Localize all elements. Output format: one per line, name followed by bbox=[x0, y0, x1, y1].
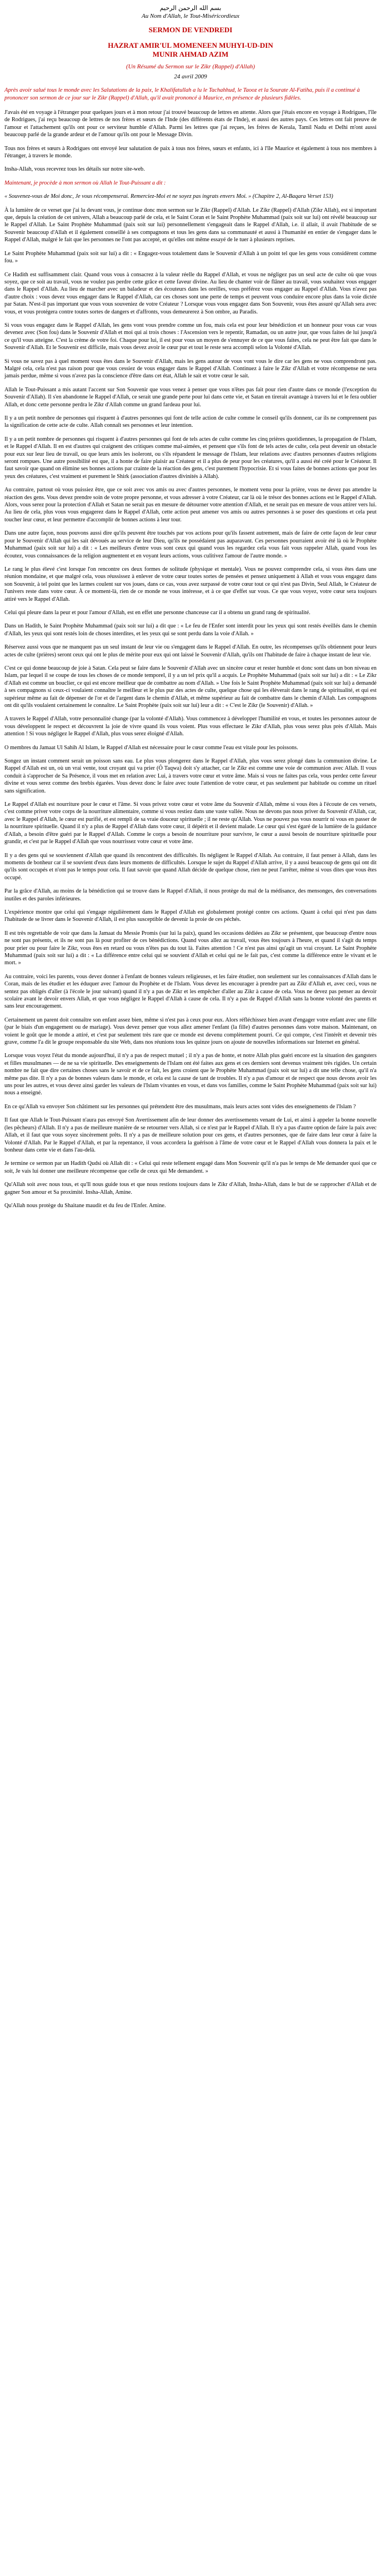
sermon-start-paragraph: Maintenant, je procède à mon sermon où Allah le Tout-Puissant a dit : bbox=[4, 180, 166, 186]
body-paragraph: Par la grâce d'Allah, au moins de la bénédiction qui se trouve dans le Rappel d'Allah, il nous protège du mal de la médisance, des mensonges, des conversations inutiles et des paroles inférieures. bbox=[4, 888, 377, 902]
body-paragraph: Le rang le plus élevé c'est lorsque l'on rencontre ces deux formes de solitude (physique et mentale). Vous ne pouvez comprendre cela, si vous êtes dans une réunion mondaine, et que malgré cela, vous réussissez à enlever de votre cœur toutes sortes de pensées et pensez uniquement à Allah et vous vous engagez dans son Souvenir, à tel point que les larmes coulent sur vos joues, dans ce cas, vous avez surpassé de votre cœur tout ce qui n'est pas Divin, Seul Allah, le Créateur de l'univers reste dans votre cœur. À ce moment-là, rien de ce monde ne vous intéresse, et à ce que d'effet sur vous. Ce que vous voyez, votre cœur sera toujours attiré vers le Rappel d'Allah. bbox=[4, 566, 377, 602]
body-paragraph: Le Rappel d'Allah est nourriture pour le cœur et l'âme. Si vous privez votre cœur et votre âme du Souvenir d'Allah, même si vous êtes à l'écoute de ces versets, c'est comme priver votre corps de la nourriture alimentaire, comme si vous restiez dans une vaste vallée. Nous ne devons pas nous priver du Souvenir d'Allah, car, avec le Rappel d'Allah, le cœur est purifié, et est rempli de sa vraie douceur spirituelle ; il ne reste qu'Allah. Vous ne pouvez pas vous nourrir ni vous en passer de la nourriture spirituelle. Quand il n'y a plus de Rappel d'Allah dans votre cœur, il dépérit et il devient malade. Le cœur qui s'est égaré de la lumière de la guidance d'Allah, a besoin d'être guéri par le Rappel d'Allah. Comme le corps a besoin de nourriture pour survivre, le cœur a aussi besoin de nourriture spirituelle pour grandir, et c'est par le Rappel d'Allah que vous nourrissez votre cœur et votre âme. bbox=[4, 801, 377, 845]
body-paragraph: Il est très regrettable de voir que dans la Jamaat du Messie Promis (sur lui la paix), quand les occasions dédiées au Zikr se présentent, que beaucoup d'entre nous ne sont pas présents, et ils ne sont pas là pour profiter de ces bénédictions. Quand vous allez au travail, vous êtes toujours à l'heure, et quand il s'agit du temps pour prier ou pour faire le Zikr, vous êtes en retard ou vous n'êtes pas du tout là. Faites attention ! Ce n'est pas ainsi qu'agit un vrai croyant. Le Saint Prophète Muhammad (paix soit sur lui) a dit : « La différence entre celui qui se souvient d'Allah et celui qui ne le fait pas, c'est comme la différence entre le vivant et le mort. » bbox=[4, 930, 377, 966]
body-paragraph: Si vous ne savez pas à quel moment vous êtes dans le Souvenir d'Allah, mais les gens autour de vous vont vous le dire car les gens ne vous comprendront pas. Malgré cela, cela n'est pas raison pour que vous cessiez de vous engager dans le Rappel d'Allah. Continuez à faire le Zikr d'Allah et votre récompense ne sera jamais perdue, même si vous n'avez pas la conscience d'être dans cet état, Allah le sait et votre cœur le sait. bbox=[4, 358, 377, 380]
body-paragraph: Insha-Allah, vous recevrez tous les détails sur notre site-web. bbox=[4, 166, 145, 173]
body-paragraph: Il y a un petit nombre de personnes qui risquent à d'autres personnes qui font de tels actes de culte comme les cinq prières quotidiennes, la propagation de l'Islam, et le Rappel d'Allah. Il en est d'autres qui craignent des critiques comme mal-aimées, et pensent que s'ils font de tels actes de culte, cela peut devenir un obstacle pour eux sur leur lieu de travail, ou que leurs amis les isoleront, ou s'ils répandent le message de l'Islam, leur relations avec d'autres personnes d'autres religions seront rompues. Une autre possibilité est que, il a honte de faire plaisir au Créateur et il a plus de peur pour les créatures, qu'il a aussi été créé pour le Créateur. Il faut savoir que quand on élimine ses bonnes actions par crainte de la réaction des gens, c'est purement l'hypocrisie. Et si vous faites de bonnes actions que pour les yeux des créatures, c'est vraiment et purement le Shirk (association d'autres divinités à Allah). bbox=[4, 436, 377, 480]
body-paragraph: Il y a un petit nombre de personnes qui risquent à d'autres personnes qui font de telle action de culte comme le conseil qu'ils donnent, car ils ne comprennent pas la signification de cette acte de culte. Allah connaît ses personnes et leur intention. bbox=[4, 415, 377, 429]
body-paragraph: Qu'Allah nous protège du Shaitane maudit et du feu de l'Enfer. Amine. bbox=[4, 1202, 166, 1209]
body-paragraph: O membres du Jamaat Ul Sahih Al Islam, le Rappel d'Allah est nécessaire pour le cœur comme l'eau est vitale pour les poissons. bbox=[4, 744, 298, 751]
body-paragraph: Tous nos frères et sœurs à Rodrigues ont envoyé leur salutation de paix à tous nos frères, sœurs et enfants, ici à l'île Maurice et également à tous nos membres à l'étranger, à travers le monde. bbox=[4, 145, 377, 160]
body-paragraph: Celui qui pleure dans la peur et pour l'amour d'Allah, est en effet une personne chanceuse car il a obtenu un grand rang de spiritualité. bbox=[4, 609, 310, 616]
body-paragraph: Il faut que Allah le Tout-Puissant n'aura pas envoyé Son Avertissement afin de leur donner des avertissements venant de Lui, et ainsi à appeler la bonne nouvelle (les pêcheurs) d'Allah. Il n'y a pas de meilleure manière de se retourner vers Allah, si ce n'est par le Rappel d'Allah. Il n'y a pas d'autre option de faire la paix avec Allah, et il faut que vous soyez sincèrement prêts. Il n'y a pas de meilleure solution pour ces gens, et d'autres personnes, que de faire dans leur cœur à faire la Volonté d'Allah. Par le Rappel d'Allah, et par la repentance, il vous accordera la guérison à l'âme de votre cœur et le Rappel d'Allah vous donnera la paix et le bonheur dans cette vie et dans l'au-delà. bbox=[4, 1117, 377, 1153]
sermon-date: 24 avril 2009 bbox=[174, 73, 207, 80]
body-paragraph: Réservez aussi vous que ne manquent pas un seul instant de leur vie ou s'engagent dans le Rappel d'Allah. En outre, les récompenses qu'ils obtiennent pour leurs actes de culte (prières) seront ceux qui ont le plus de mérite pour eux qui ont laissé le Souvenir d'Allah, qu'ils ont l'habitude de faire à chaque instant de leur vie. bbox=[4, 644, 377, 658]
body-paragraph: Ce Hadith est suffisamment clair. Quand vous vous à consacrez à la valeur réelle du Rappel d'Allah, et vous ne négligez pas un seul acte de culte où que vous soyez, que ce soit au travail, vous ne voulez pas perdre cette grâce et cette faveur divine. Au lieu de chanter voir de flâner au travail, vous souhaitez vous engager dans le Rappel d'Allah. Au lieu de marcher avec un baladeur et des écouteurs dans les oreilles, vous préférez vous engager au Rappel d'Allah. Vous n'avez pas d'autre choix : vous devez vous engager dans le Rappel d'Allah, car ces choses sont une perte de temps et peuvent vous conduire encore plus dans la voie dictée par Satan. N'est-il pas important que vous vous souveniez de votre Créateur ? Lorsque vous vous engagez dans Son Souvenir, vous êtes assuré qu'Allah sera avec vous, et vous protégera contre toutes sortes de dangers et d'affronts, vous demeurerez à Son ombre, au Paradis. bbox=[4, 271, 377, 315]
author-name-line2: MUNIR AHMAD AZIM bbox=[152, 50, 229, 58]
intro-paragraph: Après avoir salué tous le monde avec les Salutations de la paix, le Khalifatullah a lu le Tachahhud, le Taooz et la Sourate Al-Fatiha, puis il a continué à prononcer son sermon de ce jour sur le Zikr (Rappel) d'Allah, qu'il avait prononcé à Maurice, en présence de plusieurs fidèles. bbox=[4, 87, 360, 101]
body-paragraph: À la lumière de ce verset que j'ai lu devant vous, je continue donc mon sermon sur le Zikr (Rappel) d'Allah. Le Zikr (Rappel) d'Allah (Zikr Allah), est si important que, depuis la création de cet univers, Allah a beaucoup parlé de cela, et le Saint Coran et le Saint Prophète Muhammad (paix soit sur lui) ont révélé beaucoup sur le Rappel d'Allah. Le Saint Prophète Muhammad (paix soit sur lui) personnellement s'engageait dans le Rappel d'Allah, i.e. il allait, il avait l'habitude de se Souvenir beaucoup d'Allah et il également conseillé à ses compagnons et tous les gens dans sa communauté et aussi à l'humanité en entier de s'engager dans le Rappel d'Allah, malgré le fait que les personnes ne l'ont pas accepté, et qu'elles ont même essayé de le tuer à plusieurs reprises. bbox=[4, 207, 377, 243]
page-header bbox=[4, 4, 377, 20]
body-paragraph: Allah le Tout-Puissant a mis autant l'accent sur Son Souvenir que vous venez à penser que vous n'êtes pas fait pour rien d'autre dans ce monde (l'exception du Souvenir d'Allah). Il s'en abandonne le Rappel d'Allah, ce serait une grande perte pour lui dans cette vie, et Satan en tirerait avantage à travers lui et le fera oublier Allah, et donc cette personne perdra le Zikr d'Allah comme un grand fardeau pour lui. bbox=[4, 386, 377, 408]
body-paragraph: L'expérience montre que celui qui s'engage régulièrement dans le Rappel d'Allah est globalement protégé contre ces actions. Quant à celui qui n'est pas dans l'habitude de se livrer dans le Souvenir d'Allah, il est plus susceptible de devenir la proie de ces péchés. bbox=[4, 909, 377, 923]
body-paragraph: Dans une autre façon, nous pouvons aussi dire qu'ils peuvent être touchés par vos actions pour qu'ils fassent autrement, mais de faire de cette façon de leur cœur pour le Souvenir d'Allah qui les sait dévoués au service de leur Dieu, qu'ils ne possédaient pas auparavant. Ces personnes pourraient avoir été là où le Prophète Muhammad (paix soit sur lui) a dit : « Les meilleurs d'entre vous sont ceux qui quand vous les regardez cela vous fait vous rappeler Allah, quand vous les écoutez, vous connaissances de la religion augmentent et en voyant leurs actions, vous culitivez l'amour de l'autre monde. » bbox=[4, 530, 377, 559]
bismillah-text: بسم الله الرحمن الرحيم bbox=[159, 4, 222, 12]
body-paragraph: Certainement un parent doit connaître son enfant assez bien, même si n'est pas à ceux pour eux. Alors réfléchissez bien avant d'engager votre enfant avec une fille (par le biais d'un engagement ou de mariage). Vous devez penser que vous allez amener l'enfant (la fille) d'autres personnes dans votre maison. Maintenant, on voient le goût que le monde a attiré, et c'est par seulement très rare que ce monde est devenu complètement pourri. Ce qui compte, c'est l'intérêt et devenir très grave, comme l'a dit le groupe responsable du site Web, dans nos réunions tous les quinze jours on ajoute de nouvelles informations sur Internet en général. bbox=[4, 1017, 377, 1046]
body-paragraph: Songez un instant comment serait un poisson sans eau. Le plus vous plongerez dans le Rappel d'Allah, plus vous serez plongé dans la communion divine. Le Rappel d'Allah est un, où un vrai vente, tout croyant qui va prier (Ô Taqwa) doit s'y attacher, car le Zikr est comme une voie de communion avec Allah. Il vous conduit à s'approcher de Sa Présence, il vous met en relation avec Lui, à travers votre cœur et votre âme. Mais si vous ne faites pas cela, vous perdez cette faveur divine et vous serez comme des brebis égarées. Vous devez donc le faire avec toute l'attention de votre cœur, et pas seulement par habitude ou comme un rituel sans signification. bbox=[4, 758, 377, 794]
sermon-title: SERMON DE VENDREDI bbox=[148, 26, 233, 34]
body-paragraph: Au contraire, voici les parents, vous devez donner à l'enfant de bonnes valeurs religieuses, et les faire étudier, non seulement sur les connaissances d'Allah dans le Coran, mais de les étudier et les éduquer avec l'amour du Prophète et de l'Islam. Vous devez les encourager à prendre part au Zikr d'Allah et, avec ceci, vous ne sentez pas obligés d'aller (à l'école le jour suivant) quand il n'y a pas de Zikr et les empêcher d'aller au Zikr à cause de cela. Vous ne devez pas penser au devoir scolaire avant le devoir envers Allah, et que vous négligez le Rappel d'Allah à cause de cela. Il n'y a pas de Rappel d'Allah sans la bonne volonté des parents et sans leur encouragement. bbox=[4, 973, 377, 1010]
body-paragraph: A travers le Rappel d'Allah, votre personnalité change (par la volonté d'Allah). Vous commencez à développer l'humilité en vous, et toutes les personnes autour de vous développent le respect et découvrent la joie de vivre quand ils vous voient. Plus vous effectuez le Zikr d'Allah, plus vous serez plus près d'Allah. Mais attention ! Si vous négligez le Rappel d'Allah, plus vous serez éloigné d'Allah. bbox=[4, 716, 377, 738]
header-subtitle: Au Nom d'Allah, le Tout-Miséricordieux bbox=[142, 13, 239, 19]
body-paragraph: J'avais été en voyage à l'étranger pour quelques jours et à mon retour j'ai trouvé beaucoup de lettres en attente. Alors que j'étais encore en voyage à Rodrigues, l'île de Rodrigues, j'ai reçu beaucoup de lettres de nos frères et sœurs de l'Inde (des différents états de l'Inde), et aussi des autres pays. Ces lettres ont fait preuve de l'amour et l'attachement qu'ils ont pour ce serviteur humble d'Allah. Parmi les lettres que j'ai reçues, les frères de Kerala, Tamil Nadu et Delhi m'ont aussi beaucoup parlé de la grande ardeur et de l'amour qu'ils ont pour le Message Divin. bbox=[4, 109, 377, 138]
body-paragraph: Je termine ce sermon par un Hadith Qudsi où Allah dit : « Celui qui reste tellement engagé dans Mon Souvenir qu'il n'a pas le temps de Me demander quoi que ce soit, Je vais lui donner une meilleure récompense que celle de ceux qui Me demandent. » bbox=[4, 1160, 377, 1174]
body-paragraph: Dans un Hadith, le Saint Prophète Muhammad (paix soit sur lui) a dit que : « Le feu de l'Enfer sont interdit pour les yeux qui sont restés éveillés dans le chemin d'Allah, les yeux qui sont restés loin de choses interdites, et les yeux qui se sont perdu dans la voie d'Allah. » bbox=[4, 623, 377, 637]
body-paragraph: C'est ce qui donne beaucoup de joie à Satan. Cela peut se faire dans le Souvenir d'Allah avec un sincère cœur et rester humble et donc sont dans un bon niveau en Islam, par lequel il se coupe de tous les choses de ce monde temporel, il y a un tel prix qu'il a acquis. Le Prophète Muhammad (paix soit sur lui) a dit : « Le Zikr d'Allah est comme un bouclier, ce qui est encore meilleur que de combattre au nom d'Allah. » Une fois le Saint Prophète Muhammad (paix soit sur lui) a demandé à ses compagnons si ceux-ci voulaient connaître le meilleur et le plus pur des actes de culte, quelque chose qui les élèverait dans le rang de spiritualité, et qui est supérieur même au fait de dépenser de l'or et de l'argent dans le chemin d'Allah, et même supérieur au fait de combattre dans le chemin d'Allah. Les compagnons ont dit qu'ils voulaient certainement le connaître. Le Saint Prophète (paix soit sur lui) leur a dit : « C'est le Zikr (le Souvenir) d'Allah. » bbox=[4, 665, 377, 709]
body-paragraph: En ce qu'Allah va envoyer Son châtiment sur les personnes qui prétendent être des musulmans, mais leurs actes sont vides des enseignements de l'Islam ? bbox=[4, 1103, 356, 1110]
sermon-subtitle: (Un Résumé du Sermon sur le Zikr (Rappel) d'Allah) bbox=[126, 63, 255, 70]
body-paragraph: Qu'Allah soit avec nous tous, et qu'Il nous guide tous et que nous restions toujours dans le Zikr d'Allah, Insha-Allah, dans le but de se rapprocher d'Allah et de gagner Son amour et Sa proximité. Insha-Allah, Amine. bbox=[4, 1182, 377, 1195]
author-name-line1: HAZRAT AMIR'UL MOMENEEN MUHYI-UD-DIN bbox=[108, 41, 273, 49]
body-paragraph: Le Saint Prophète Muhammad (paix soit sur lui) a dit : « Engagez-vous totalement dans le Souvenir d'Allah à un point tel que les gens vous considèrent comme fou. » bbox=[4, 250, 377, 265]
body-paragraph: Si vous vous engagez dans le Rappel d'Allah, les gens vont vous prendre comme un fou, mais cela est pour leur bénédiction et un honneur pour vous car vous devenez avec (Son fou) dans le Souvenir d'Allah et moi qui ai trois choses : l'Ascension vers le repentir, Ramadan, ou un autre jour, que vous faites de lui jusqu'à ce qu'il vous atteigne. C'est la crème de votre foi. Chaque pour lui, il est pour vous un moyen de s'ennuyer de ce que vous faites, cela ne peut être fait que dans le Souvenir d'Allah. Et le Souvenir est difficile, mais vous devez avoir le cœur pur et tout le reste sera accompli selon la Volonté d'Allah. bbox=[4, 322, 377, 351]
body-paragraph: Au contraire, partout où vous puissiez être, que ce soit avec vos amis ou avec d'autres personnes, le moment venu pour la prière, vous ne devez pas attendre la réaction des gens. Vous devez prendre soin de votre propre personne, et vous adresser à votre Créateur, car là où le trésor des bonnes actions est le Rappel d'Allah. Alors, vous serez pour la protection d'Allah et Satan ne serait pas en mesure de détourner votre attention d'Allah, et ne serait pas en mesure de vous attirer vers lui. Au lieu de cela, plus vous vous engagerez dans le Rappel d'Allah, cette action peut amener vos amis ou autres personnes à se poser des questions et cela peut toucher leur cœur, et leur permettre d'accomplir de bonnes actions à leur tour. bbox=[4, 487, 377, 523]
body-paragraph: Lorsque vous voyez l'état du monde aujourd'hui, il n'y a pas de respect mutuel ; il n'y a pas de honte, et notre Allah plus guéri encore est la situation des gangsters et filles musulmanes — de ne sa vie spirituelle. Des enseignements de l'Islam ont été faites aux gens et ces derniers sont devenus vraiment très rigides. Un certain nombre ne fait que dire certaines choses sans le savoir et de ce fait, les gens croient que le Prophète Muhammad (paix soit sur lui) a dit une telle chose, qu'il n'a même pas dite. Il n'y a pas de bonnes valeurs dans le monde, et cela est la cause de tant de troubles. Il n'y a pas d'amour et de respect que nous devons avoir les uns pour les autres, et vous devez ainsi garder les valeurs de l'Islam vivantes en vous, et dans vos familles, comme le Saint Prophète Muhammad (paix soit sur lui) nous a enseigné. bbox=[4, 1053, 377, 1097]
sermon-body bbox=[4, 109, 377, 1209]
quran-verse: « Souvenez-vous de Moi donc, Je vous récompenserai. Remerciez-Moi et ne soyez pas ingrats envers Moi. » (Chapitre 2, Al-Baqara Verset 153) bbox=[4, 193, 333, 200]
body-paragraph: Il y a des gens qui se souviennent d'Allah que quand ils rencontrent des difficultés. Ils négligent le Rappel d'Allah. Au contraire, il faut penser à Allah, dans les moments de bonheur car il se souvient d'eux dans leurs moments de difficultés. Lorsque le sujet du Rappel d'Allah arrive, il y a aussi beaucoup de gens qui ont dit qu'ils sont occupés et n'ont pas le temps pour cela. Il faut savoir que quand Allah décide de quelque chose, rien ne peut l'arrêter, même si vous dites que vous êtes occupé. bbox=[4, 852, 377, 881]
sermon-page bbox=[0, 0, 381, 1221]
